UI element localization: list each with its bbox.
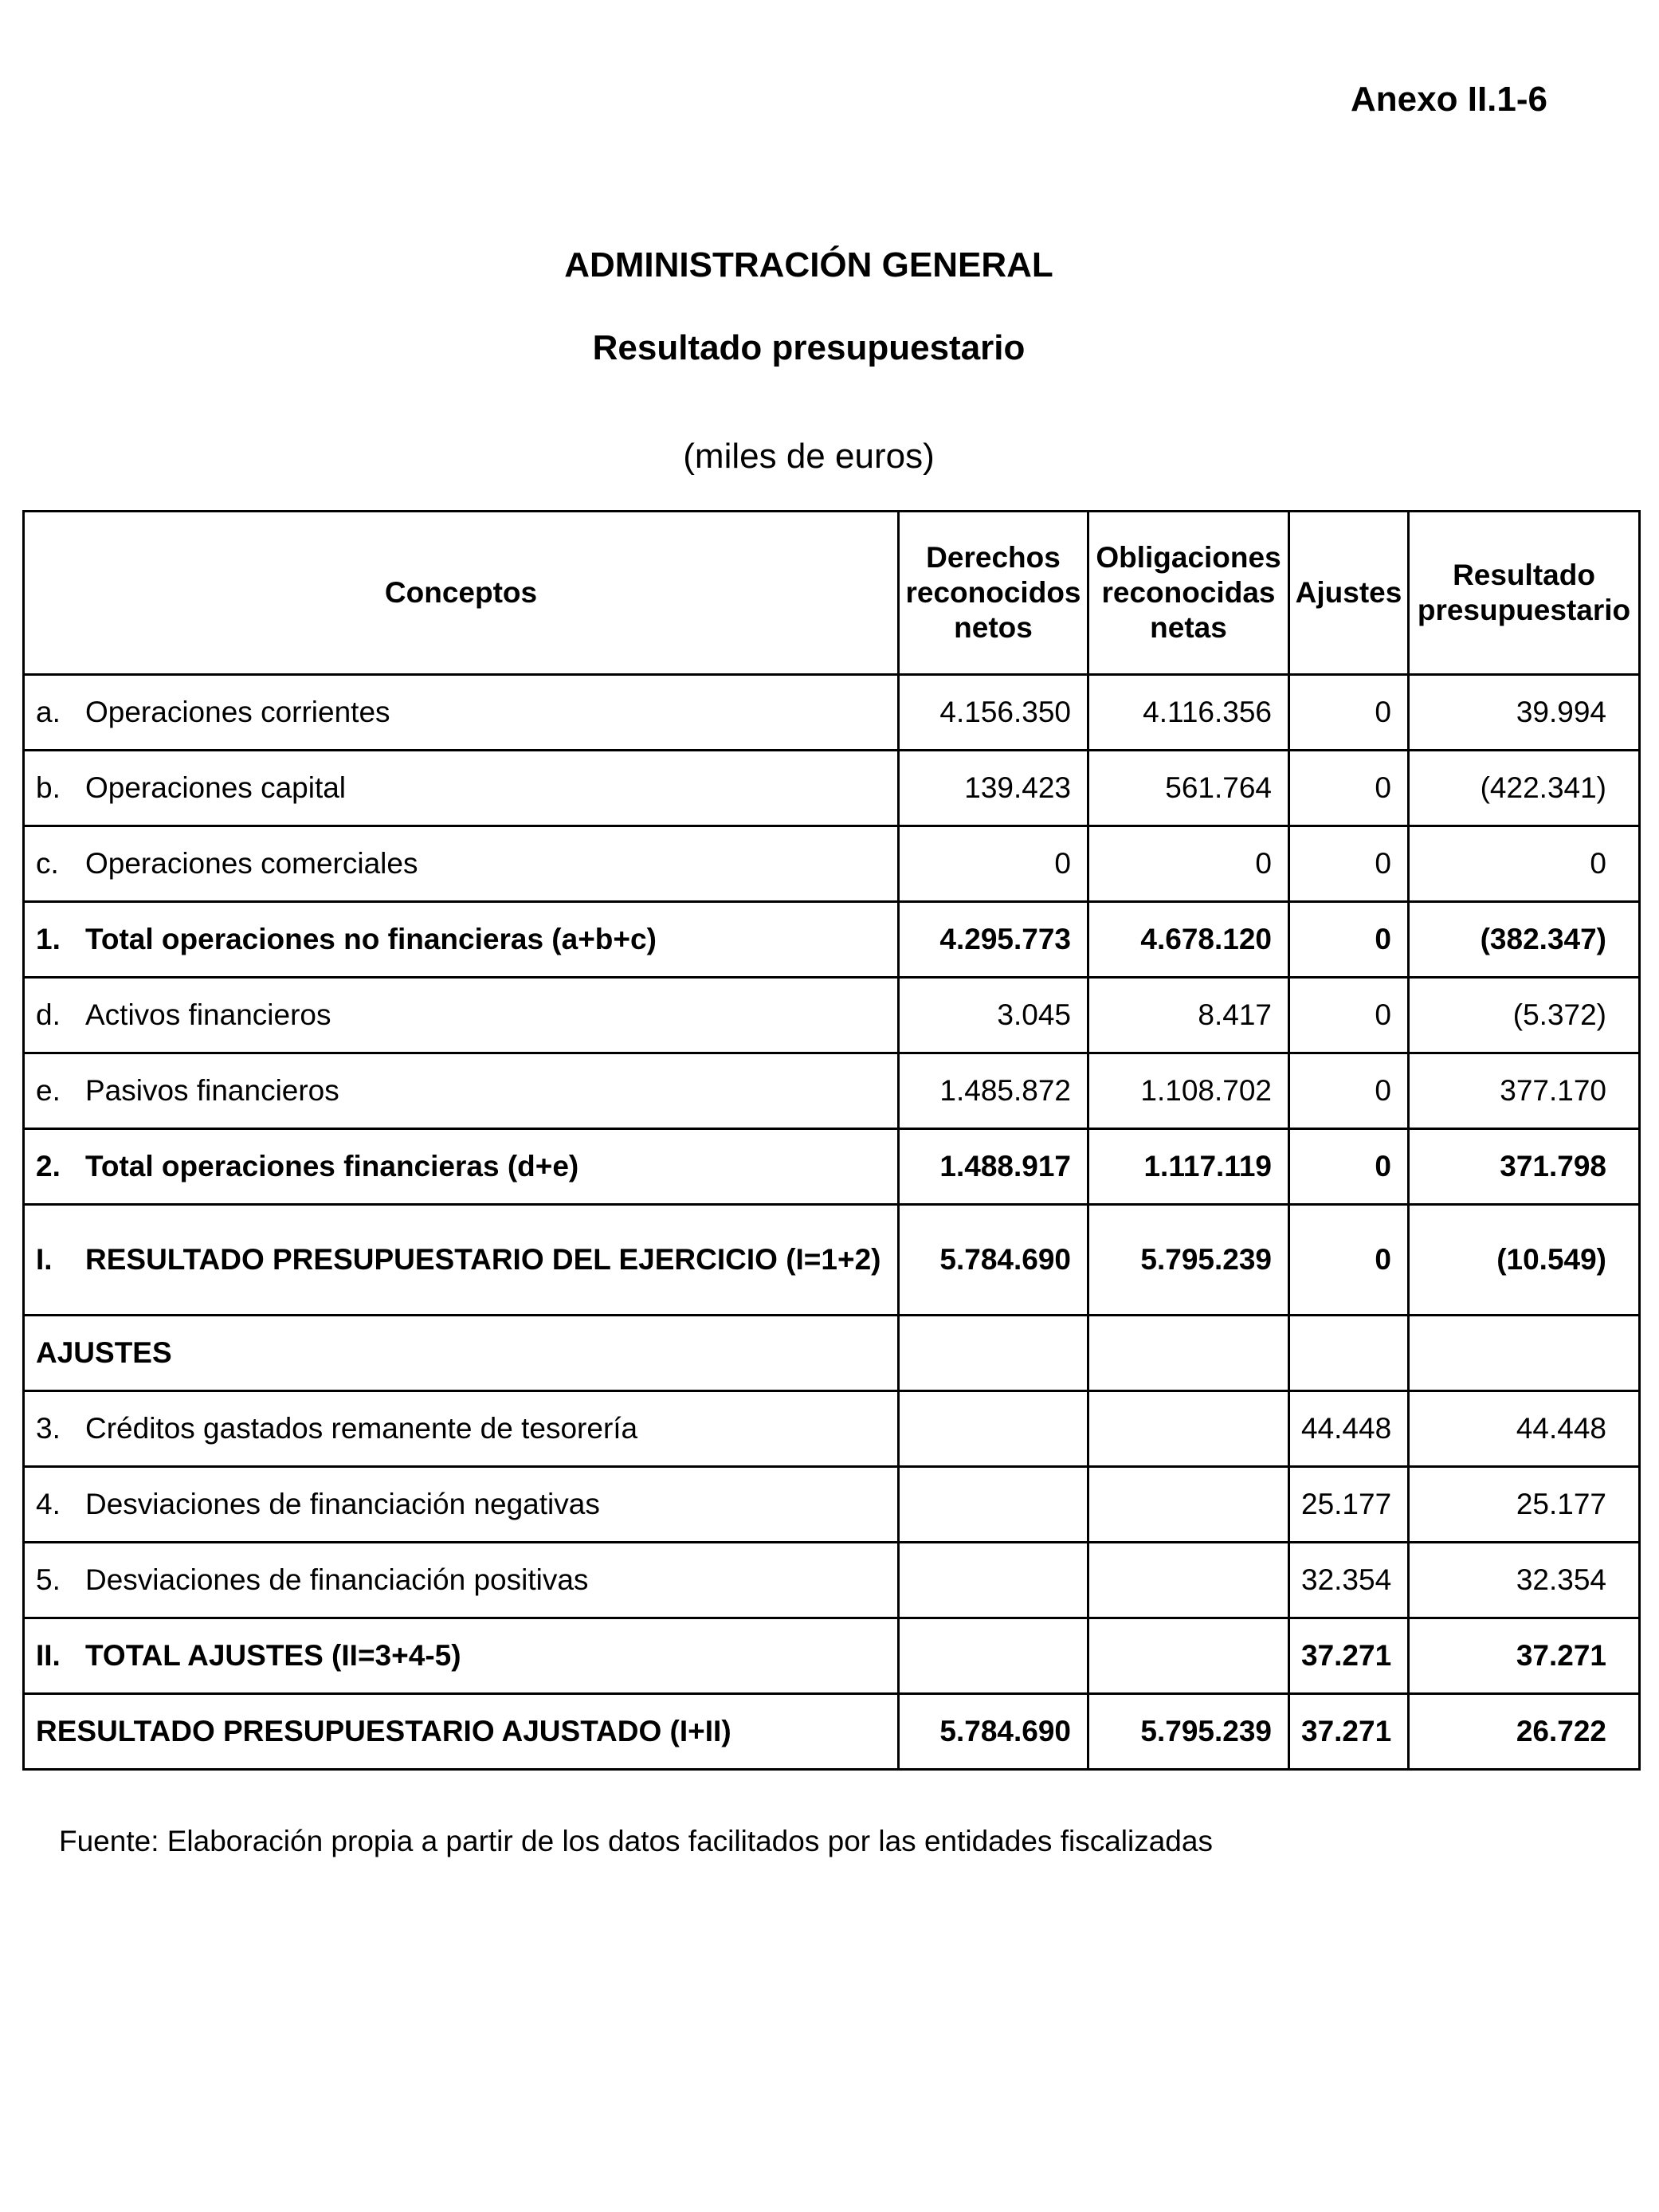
row-label: Activos financieros [85, 998, 331, 1031]
concept-cell [24, 751, 899, 826]
obligations-cell: 4.678.120 [1088, 902, 1289, 978]
adjustments-cell: 0 [1289, 902, 1409, 978]
row-label: RESULTADO PRESUPUESTARIO DEL EJERCICIO (I=1+2) [85, 1243, 881, 1276]
row-code: 5. [36, 1563, 61, 1596]
row-code: II. [36, 1639, 61, 1672]
obligations-cell [1088, 1391, 1289, 1467]
result-cell: 26.722 [1409, 1694, 1640, 1770]
table-row [24, 675, 1640, 751]
result-cell: 37.271 [1409, 1618, 1640, 1694]
result-cell: (422.341) [1409, 751, 1640, 826]
row-label: Desviaciones de financiación negativas [85, 1488, 600, 1520]
row-code: 3. [36, 1412, 61, 1445]
obligations-cell [1088, 1543, 1289, 1618]
row-code: 4. [36, 1488, 61, 1520]
concept-cell [24, 1391, 899, 1467]
obligations-cell: 1.117.119 [1088, 1129, 1289, 1205]
row-code: d. [36, 998, 61, 1031]
table-row [24, 1391, 1640, 1467]
obligations-cell [1088, 1316, 1289, 1391]
obligations-cell [1088, 1467, 1289, 1543]
concept-cell [24, 1467, 899, 1543]
row-code: a. [36, 696, 61, 728]
row-label: Pasivos financieros [85, 1074, 339, 1107]
row-label: Operaciones corrientes [85, 696, 390, 728]
row-label: Total operaciones financieras (d+e) [85, 1150, 579, 1182]
result-cell: 44.448 [1409, 1391, 1640, 1467]
concept-cell [24, 1618, 899, 1694]
obligations-cell: 0 [1088, 826, 1289, 902]
budget-result-table [22, 510, 1641, 1771]
obligations-cell: 5.795.239 [1088, 1694, 1289, 1770]
result-cell: (382.347) [1409, 902, 1640, 978]
rights-cell [899, 1543, 1088, 1618]
obligations-cell [1088, 1618, 1289, 1694]
table-section-row [24, 1316, 1640, 1391]
concept-cell [24, 978, 899, 1053]
final-label-cell: RESULTADO PRESUPUESTARIO AJUSTADO (I+II) [24, 1694, 899, 1770]
result-cell: 377.170 [1409, 1053, 1640, 1129]
row-code: 1. [36, 923, 61, 955]
rights-cell: 1.488.917 [899, 1129, 1088, 1205]
row-label: Desviaciones de financiación positivas [85, 1563, 589, 1596]
adjustments-cell: 0 [1289, 826, 1409, 902]
rights-cell [899, 1391, 1088, 1467]
header-concepts: Conceptos [24, 512, 899, 675]
concept-cell [24, 1053, 899, 1129]
adjustments-cell: 37.271 [1289, 1694, 1409, 1770]
adjustments-cell: 32.354 [1289, 1543, 1409, 1618]
row-code: e. [36, 1074, 61, 1107]
row-label: Total operaciones no financieras (a+b+c) [85, 923, 657, 955]
table-row-final [24, 1694, 1640, 1770]
table-row-result [24, 1205, 1640, 1316]
table-row [24, 826, 1640, 902]
row-code: c. [36, 847, 59, 880]
row-label: TOTAL AJUSTES (II=3+4-5) [85, 1639, 461, 1672]
rights-cell: 3.045 [899, 978, 1088, 1053]
row-label: Créditos gastados remanente de tesorería [85, 1412, 638, 1445]
rights-cell [899, 1316, 1088, 1391]
adjustments-cell: 44.448 [1289, 1391, 1409, 1467]
table-row-total [24, 1618, 1640, 1694]
obligations-cell: 8.417 [1088, 978, 1289, 1053]
page-title: ADMINISTRACIÓN GENERAL [564, 245, 1053, 284]
result-cell: 371.798 [1409, 1129, 1640, 1205]
result-cell: (5.372) [1409, 978, 1640, 1053]
header-result: Resultado presupuestario [1409, 512, 1640, 675]
table-row [24, 1467, 1640, 1543]
concept-cell [24, 675, 899, 751]
table-row [24, 1053, 1640, 1129]
rights-cell [899, 1467, 1088, 1543]
row-code: 2. [36, 1150, 61, 1182]
result-cell [1409, 1316, 1640, 1391]
rights-cell: 4.156.350 [899, 675, 1088, 751]
row-code: b. [36, 771, 61, 804]
adjustments-cell: 0 [1289, 1205, 1409, 1316]
row-label: Operaciones comerciales [85, 847, 418, 880]
adjustments-cell: 0 [1289, 1129, 1409, 1205]
table-row [24, 978, 1640, 1053]
row-code: I. [36, 1243, 53, 1276]
table-row [24, 751, 1640, 826]
obligations-cell: 4.116.356 [1088, 675, 1289, 751]
result-cell: (10.549) [1409, 1205, 1640, 1316]
page-subtitle: Resultado presupuestario [592, 328, 1026, 367]
source-note: Fuente: Elaboración propia a partir de los datos facilitados por las entidades fiscalizadas [59, 1825, 1213, 1857]
adjustments-cell: 0 [1289, 978, 1409, 1053]
concept-cell [24, 1205, 899, 1316]
table-row-total [24, 902, 1640, 978]
result-cell: 32.354 [1409, 1543, 1640, 1618]
table-row-total [24, 1129, 1640, 1205]
result-cell: 0 [1409, 826, 1640, 902]
units-note: (miles de euros) [683, 437, 935, 476]
table-header-row [24, 512, 1640, 675]
adjustments-cell: 25.177 [1289, 1467, 1409, 1543]
result-cell: 39.994 [1409, 675, 1640, 751]
obligations-cell: 1.108.702 [1088, 1053, 1289, 1129]
concept-cell [24, 1129, 899, 1205]
rights-cell [899, 1618, 1088, 1694]
concept-cell [24, 826, 899, 902]
concept-cell [24, 902, 899, 978]
table-row [24, 1543, 1640, 1618]
rights-cell: 5.784.690 [899, 1694, 1088, 1770]
obligations-cell: 5.795.239 [1088, 1205, 1289, 1316]
obligations-cell: 561.764 [1088, 751, 1289, 826]
annex-label: Anexo II.1-6 [1351, 80, 1547, 119]
header-adjustments: Ajustes [1289, 512, 1409, 675]
section-cell: AJUSTES [24, 1316, 899, 1391]
result-cell: 25.177 [1409, 1467, 1640, 1543]
header-rights: Derechos reconocidos netos [899, 512, 1088, 675]
row-label: Operaciones capital [85, 771, 347, 804]
header-obligations: Obligaciones reconocidas netas [1088, 512, 1289, 675]
rights-cell: 1.485.872 [899, 1053, 1088, 1129]
adjustments-cell: 37.271 [1289, 1618, 1409, 1694]
adjustments-cell: 0 [1289, 1053, 1409, 1129]
adjustments-cell: 0 [1289, 751, 1409, 826]
rights-cell: 4.295.773 [899, 902, 1088, 978]
concept-cell [24, 1543, 899, 1618]
rights-cell: 0 [899, 826, 1088, 902]
rights-cell: 139.423 [899, 751, 1088, 826]
rights-cell: 5.784.690 [899, 1205, 1088, 1316]
adjustments-cell [1289, 1316, 1409, 1391]
adjustments-cell: 0 [1289, 675, 1409, 751]
